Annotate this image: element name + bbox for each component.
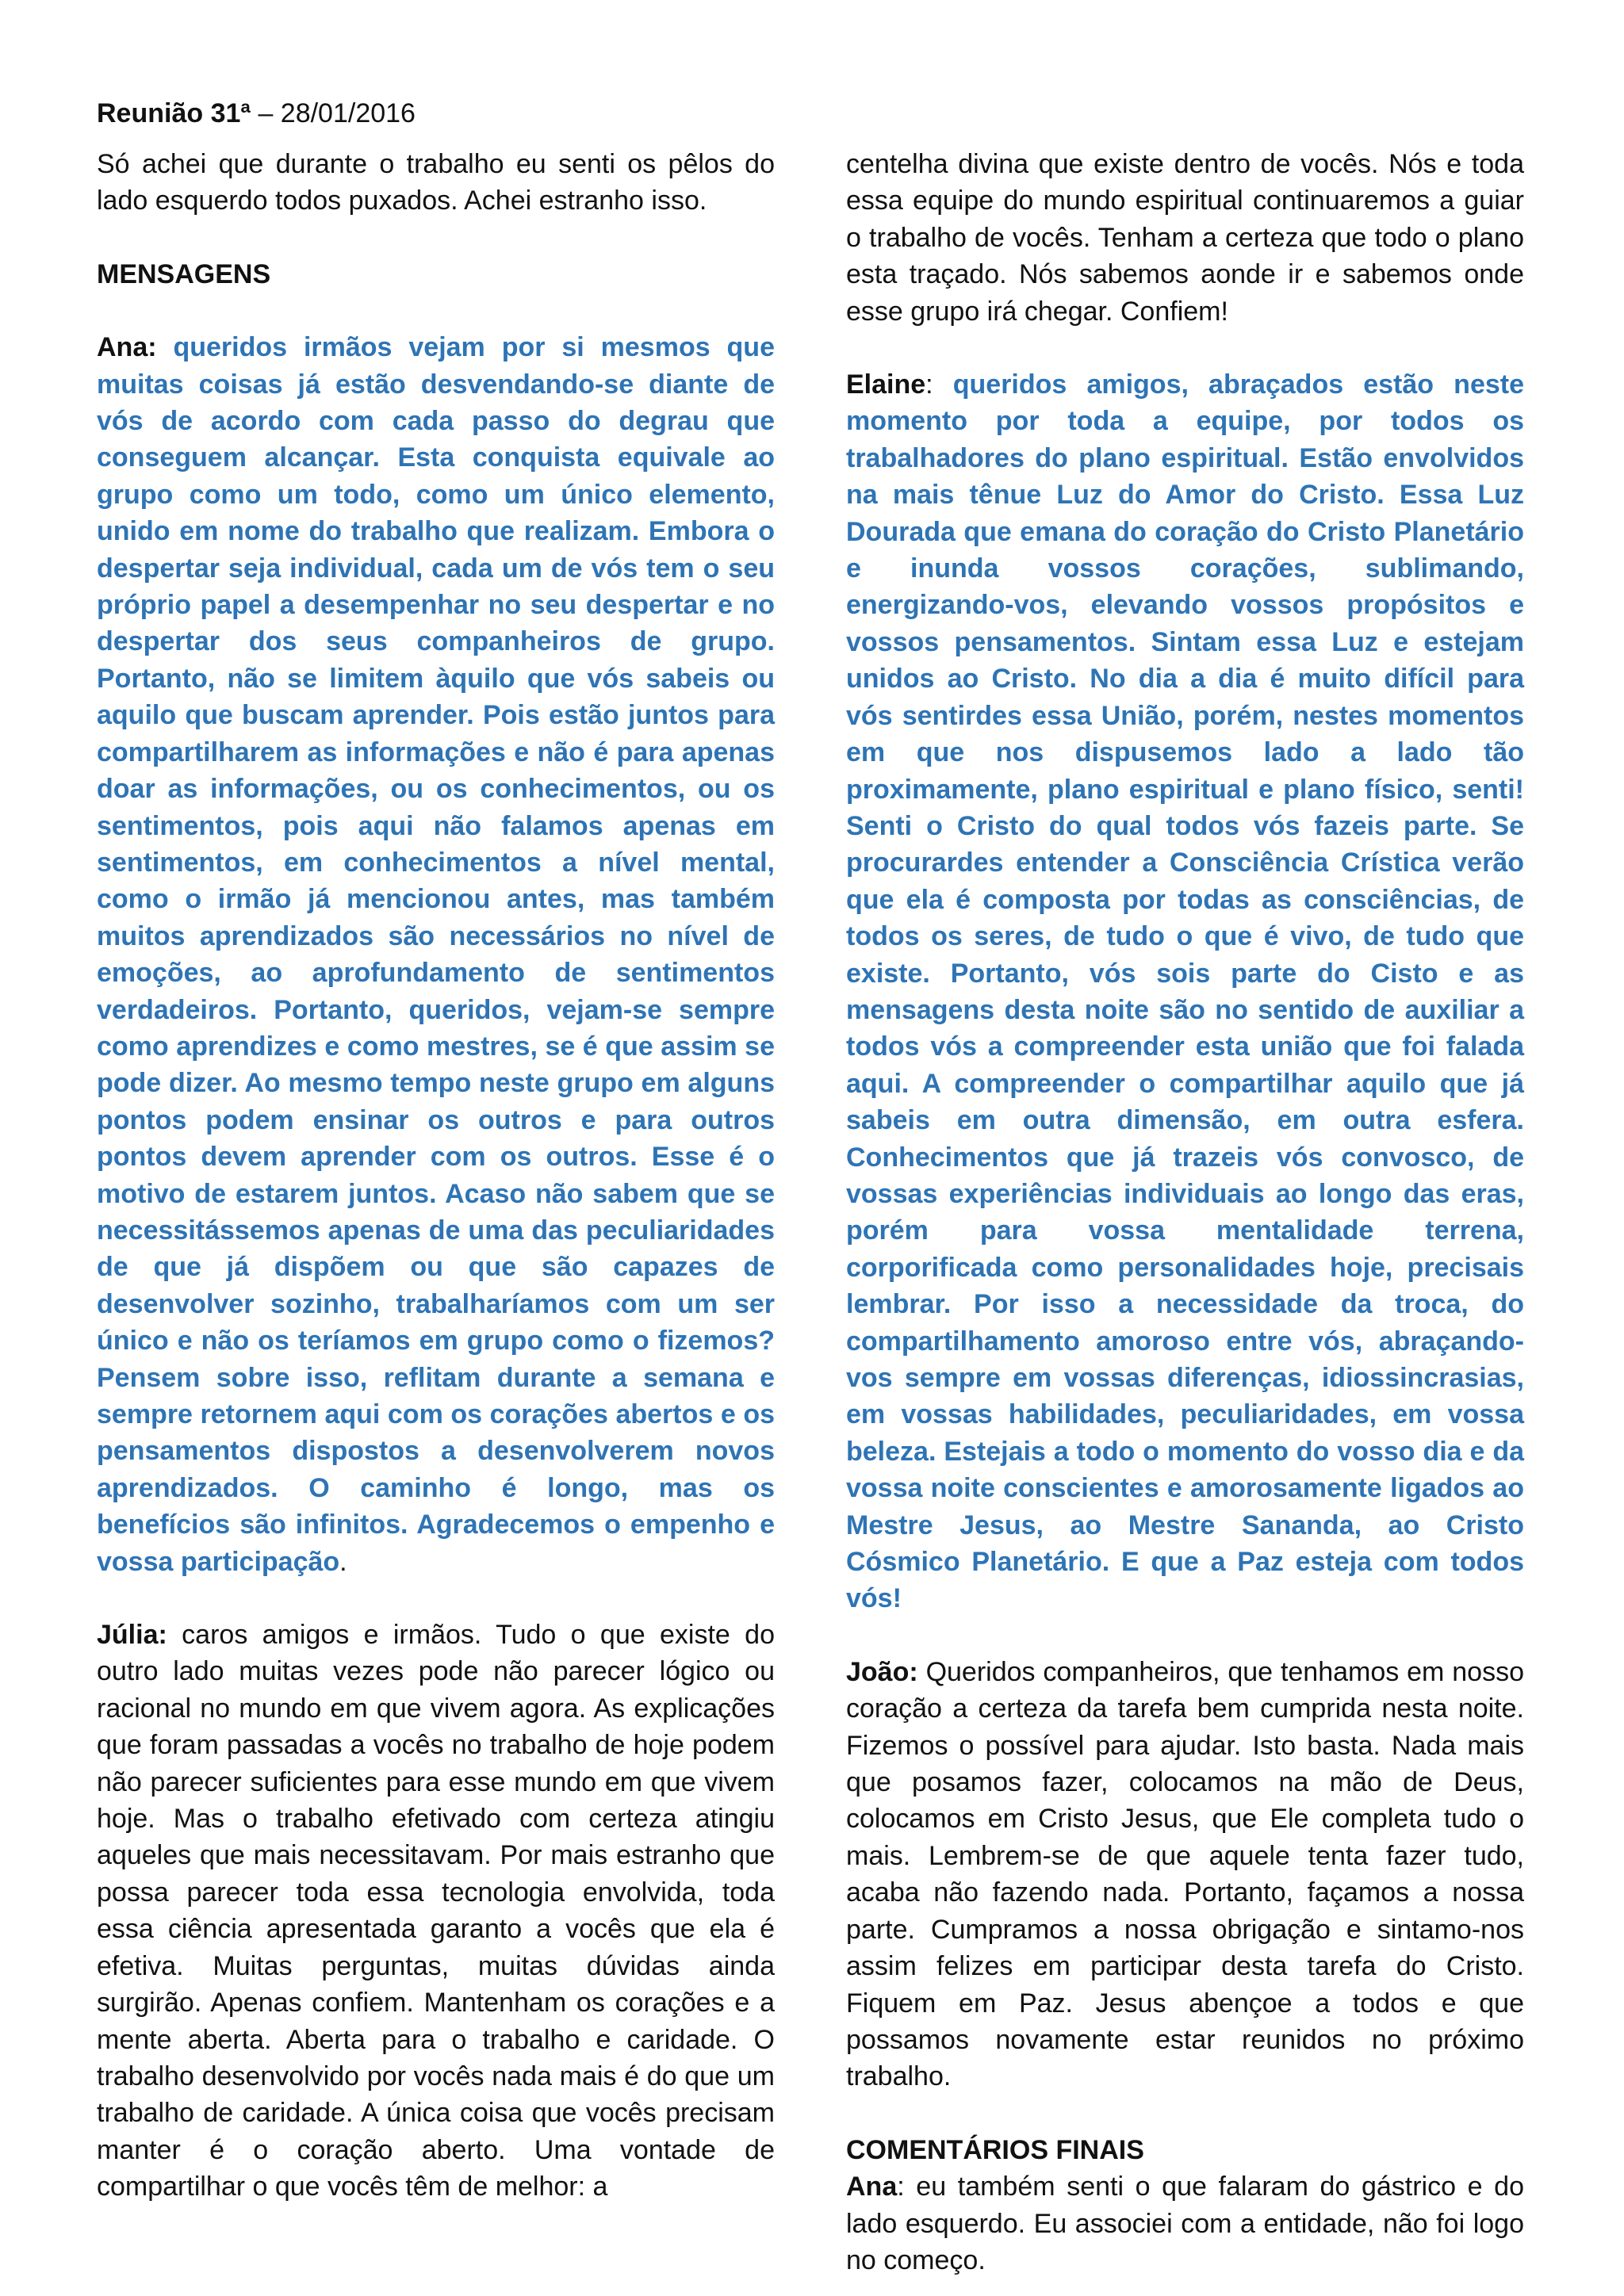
message-ana <box>97 329 775 1580</box>
two-column-body <box>97 146 1524 2279</box>
comment-ana <box>846 2168 1524 2279</box>
message-ana-end: . <box>339 1546 347 1577</box>
intro-paragraph: Só achei que durante o trabalho eu senti os pêlos do lado esquerdo todos puxados. Achei estranho isso. <box>97 149 775 216</box>
section-heading-mensagens: MENSAGENS <box>97 258 271 289</box>
continuation-paragraph: centelha divina que existe dentro de vocês. Nós e toda essa equipe do mundo espiritual continuaremos a guiar o trabalho de vocês. Tenham a certeza que todo o plano esta traçado. Nós sabemos aonde ir e sabemos onde esse grupo irá chegar. Confiem! <box>846 149 1524 327</box>
section-heading-comentarios: COMENTÁRIOS FINAIS <box>846 2134 1144 2165</box>
message-julia-text: caros amigos e irmãos. Tudo o que existe do outro lado muitas vezes pode não parecer lógico ou racional no mundo em que vivem agora. As explicações que foram passadas a vocês no trabalho de hoje podem não parecer suficientes para esse mundo em que vivem hoje. Mas o trabalho efetivado com certeza atingiu aqueles que mais necessitavam. Por mais estranho que possa parecer toda essa tecnologia envolvida, toda essa ciência apresentada garanto a vocês que ela é efetiva. Muitas perguntas, muitas dúvidas ainda surgirão. Apenas confiem. Mantenham os corações e a mente aberta. Aberta para o trabalho e caridade. O trabalho desenvolvido por vocês nada mais é do que um trabalho de caridade. A única coisa que vocês precisam manter é o coração aberto. Uma vontade de compartilhar o que vocês têm de melhor: a <box>97 1620 775 2202</box>
speaker-joao: João: <box>846 1656 918 1687</box>
speaker-julia: Júlia: <box>97 1620 167 1651</box>
left-column <box>97 146 775 2279</box>
message-julia <box>97 1617 775 2206</box>
meeting-date: – 28/01/2016 <box>258 98 416 128</box>
message-ana-text: queridos irmãos vejam por si mesmos que muitas coisas já estão desvendando-se diante de vós de acordo com cada passo do degrau que conseguem alcançar. Esta conquista equivale ao grupo como um todo, como um único elemento, unido em nome do trabalho que realizam. Embora o despertar seja individual, cada um de vós tem o seu próprio papel a desempenhar no seu despertar e no despertar dos seus companheiros de grupo. Portanto, não se limitem àquilo que vós sabeis ou aquilo que buscam aprender. Pois estão juntos para compartilharem as informações e não é para apenas doar as informações, ou os conhecimentos, ou os sentimentos, pois aqui não falamos apenas em sentimentos, em conhecimentos a nível mental, como o irmão já mencionou antes, mas também muitos aprendizados são necessários no nível de emoções, ao aprofundamento de sentimentos verdadeiros. Portanto, queridos, vejam-se sempre como aprendizes e como mestres, se é que assim se pode dizer. Ao mesmo tempo neste grupo em alguns pontos podem ensinar os outros e para outros pontos devem aprender com os outros. Esse é o motivo de estarem juntos. Acaso não sabem que se necessitássemos apenas de uma das peculiaridades de que já dispõem ou que são capazes de desenvolver sozinho, trabalharíamos com um ser único e não os teríamos em grupo como o fizemos? Pensem sobre isso, reflitam durante a semana e sempre retornem aqui com os corações abertos e os pensamentos dispostos a desenvolverem novos aprendizados. O caminho é longo, mas os benefícios são infinitos. Agradecemos o empenho e vossa participação <box>97 332 775 1577</box>
meeting-title: Reunião 31ª <box>97 98 251 128</box>
meeting-header <box>97 95 1524 132</box>
speaker-ana: Ana: <box>97 332 157 363</box>
message-elaine-text: queridos amigos, abraçados estão neste momento por toda a equipe, por todos os trabalhadores do plano espiritual. Estão envolvidos na mais tênue Luz do Amor do Cristo. Essa Luz Dourada que emana do coração do Cristo Planetário e inunda vossos corações, sublimando, energizando-vos, elevando vossos propósitos e vossos pensamentos. Sintam essa Luz e estejam unidos ao Cristo. No dia a dia é muito difícil para vós sentirdes essa União, porém, nestes momentos em que nos dispusemos lado a lado tão proximamente, plano espiritual e plano físico, senti! Senti o Cristo do qual todos vós fazeis parte. Se procurardes entender a Consciência Crística verão que ela é composta por todas as consciências, de todos os seres, de tudo o que é vivo, de tudo que existe. Portanto, vós sois parte do Cisto e as mensagens desta noite são no sentido de auxiliar a todos vós a compreender esta união que foi falada aqui. A compreender o compartilhar aquilo que já sabeis em outra dimensão, em outra esfera. Conhecimentos que já trazeis vós convosco, de vossas experiências individuais ao longo das eras, porém para vossa mentalidade terrena, corporificada como personalidades hoje, precisais lembrar. Por isso a necessidade da troca, do compartilhamento amoroso entre vós, abraçando-vos sempre em vossas diferenças, idiossincrasias, em vossas habilidades, peculiaridades, em vossa beleza. Estejais a todo o momento do vosso dia e da vossa noite conscientes e amorosamente ligados ao Mestre Jesus, ao Mestre Sananda, ao Cristo Cósmico Planetário. E que a Paz esteja com todos vós! <box>846 369 1524 1614</box>
comment-ana-text: : eu também senti o que falaram do gástrico e do lado esquerdo. Eu associei com a entidade, não foi logo no começo. <box>846 2172 1524 2275</box>
message-joao-text: Queridos companheiros, que tenhamos em nosso coração a certeza da tarefa bem cumprida nesta noite. Fizemos o possível para ajudar. Isto basta. Nada mais que posamos fazer, colocamos na mão de Deus, colocamos em Cristo Jesus, que Ele completa tudo o mais. Lembrem-se de que aquele tenta fazer tudo, acaba não fazendo nada. Portanto, façamos a nossa parte. Cumpramos a nossa obrigação e sintamo-nos assim felizes em participar desta tarefa do Cristo. Fiquem em Paz. Jesus abençoe a todos e que possamos novamente estar reunidos no próximo trabalho. <box>846 1656 1524 2092</box>
speaker-elaine: Elaine <box>846 369 926 400</box>
speaker-elaine-colon: : <box>925 369 933 400</box>
speaker-ana-final: Ana <box>846 2172 898 2202</box>
message-joao <box>846 1654 1524 2095</box>
message-elaine <box>846 366 1524 1617</box>
right-column <box>846 146 1524 2279</box>
